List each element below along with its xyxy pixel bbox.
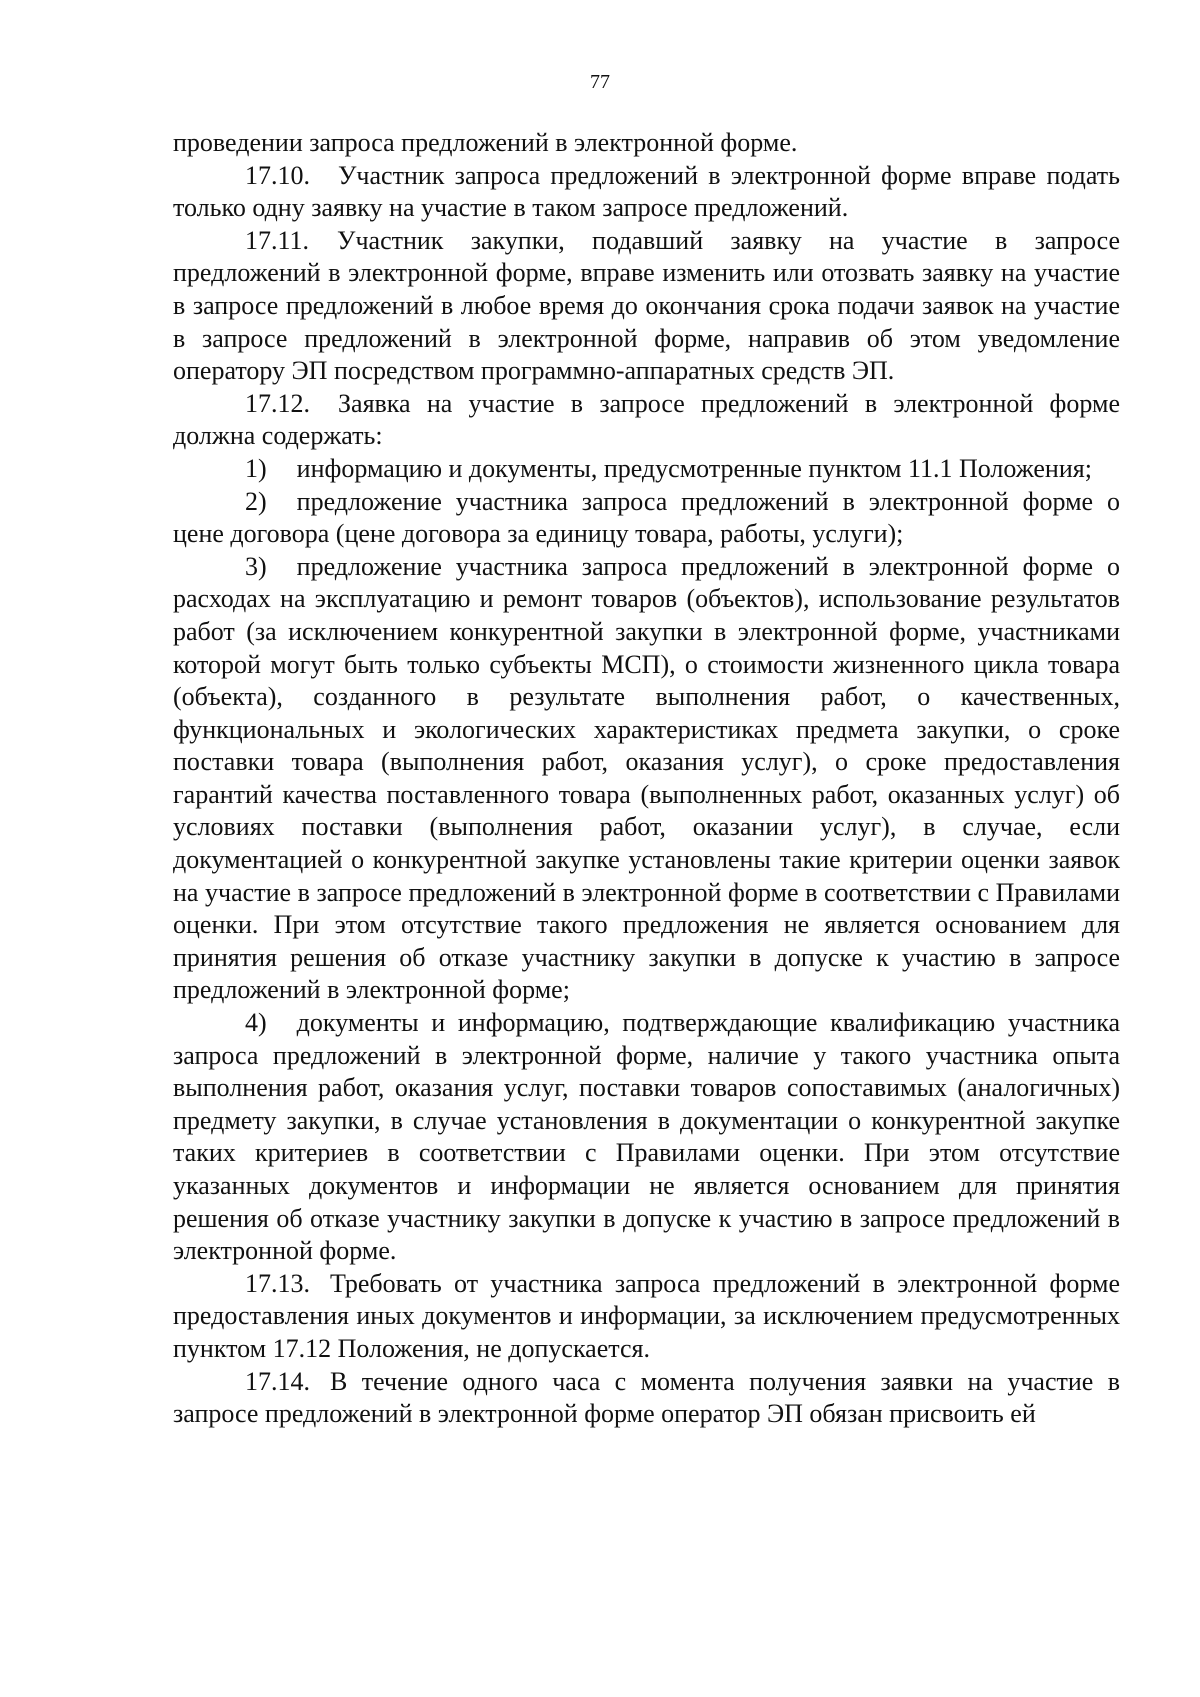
list-item-text: предложение участника запроса предложений в электронной форме о расходах на эксплуатацию и ремонт товаров (объектов), использование результатов работ (за исключением конкурентной закупки в электронной форме, участниками которой могут быть только субъекты МСП), о стоимости жизненного цикла товара (объекта), созданного в результате выполнения работ, о качественных, функциональных и экологических характеристиках предмета закупки, о сроке поставки товара (выполнения работ, оказания услуг), о сроке предоставления гарантий качества поставленного товара (выполненных работ, оказанных услуг) об условиях поставки (выполнения работ, оказании услуг), в случае, если документацией о конкурентной закупке установлены такие критерии оценки заявок на участие в запросе предложений в электронной форме в соответствии с Правилами оценки. При этом отсутствие такого предложения не является основанием для принятия решения об отказе участнику закупки в допуске к участию в запросе предложений в электронной форме; (173, 551, 1120, 1005)
list-item-number: 1) (245, 453, 267, 483)
clause-17-11 (173, 225, 1120, 388)
clause-17-14 (173, 1366, 1120, 1431)
list-item-number: 2) (245, 486, 267, 516)
page-number: 77 (590, 71, 610, 93)
list-item-1 (173, 453, 1120, 486)
clause-number: 17.11. (245, 225, 310, 255)
clause-17-10 (173, 160, 1120, 225)
clause-number: 17.14. (245, 1366, 310, 1396)
list-item-text: информацию и документы, предусмотренные пунктом 11.1 Положения; (296, 453, 1092, 483)
list-item-2 (173, 486, 1120, 551)
list-item-text: предложение участника запроса предложений в электронной форме о цене договора (цене договора за единицу товара, работы, услуги); (173, 486, 1120, 549)
document-body (173, 127, 1120, 1431)
list-item-number: 3) (245, 551, 267, 581)
clause-text: Участник закупки, подавший заявку на участие в запросе предложений в электронной форме, вправе изменить или отозвать заявку на участие в запросе предложений в любое время до окончания срока подачи заявок на участие в запросе предложений в электронной форме, направив об этом уведомление оператору ЭП посредством программно-аппаратных средств ЭП. (173, 225, 1120, 386)
list-item-3 (173, 551, 1120, 1007)
clause-text: Требовать от участника запроса предложений в электронной форме предоставления иных документов и информации, за исключением предусмотренных пунктом 17.12 Положения, не допускается. (173, 1268, 1120, 1363)
clause-text: В течение одного часа с момента получения заявки на участие в запросе предложений в электронной форме оператор ЭП обязан присвоить ей (173, 1366, 1120, 1429)
paragraph-continuation (173, 127, 1120, 160)
list-item-text: документы и информацию, подтверждающие квалификацию участника запроса предложений в электронной форме, наличие у такого участника опыта выполнения работ, оказания услуг, поставки товаров сопоставимых (аналогичных) предмету закупки, в случае установления в документации о конкурентной закупке таких критериев в соответствии с Правилами оценки. При этом отсутствие указанных документов и информации не является основанием для принятия решения об отказе участнику закупки в допуске к участию в запросе предложений в электронной форме. (173, 1008, 1120, 1266)
clause-text: Участник запроса предложений в электронной форме вправе подать только одну заявку на участие в таком запросе предложений. (173, 160, 1120, 223)
clause-17-12 (173, 388, 1120, 453)
list-item-number: 4) (245, 1008, 267, 1038)
list-item-4 (173, 1007, 1120, 1268)
paragraph-text: проведении запроса предложений в электронной форме. (173, 128, 798, 157)
clause-number: 17.13. (245, 1268, 310, 1298)
clause-number: 17.12. (245, 388, 310, 418)
clause-number: 17.10. (245, 160, 310, 190)
clause-text: Заявка на участие в запросе предложений в электронной форме должна содержать: (173, 388, 1120, 451)
clause-17-13 (173, 1268, 1120, 1366)
